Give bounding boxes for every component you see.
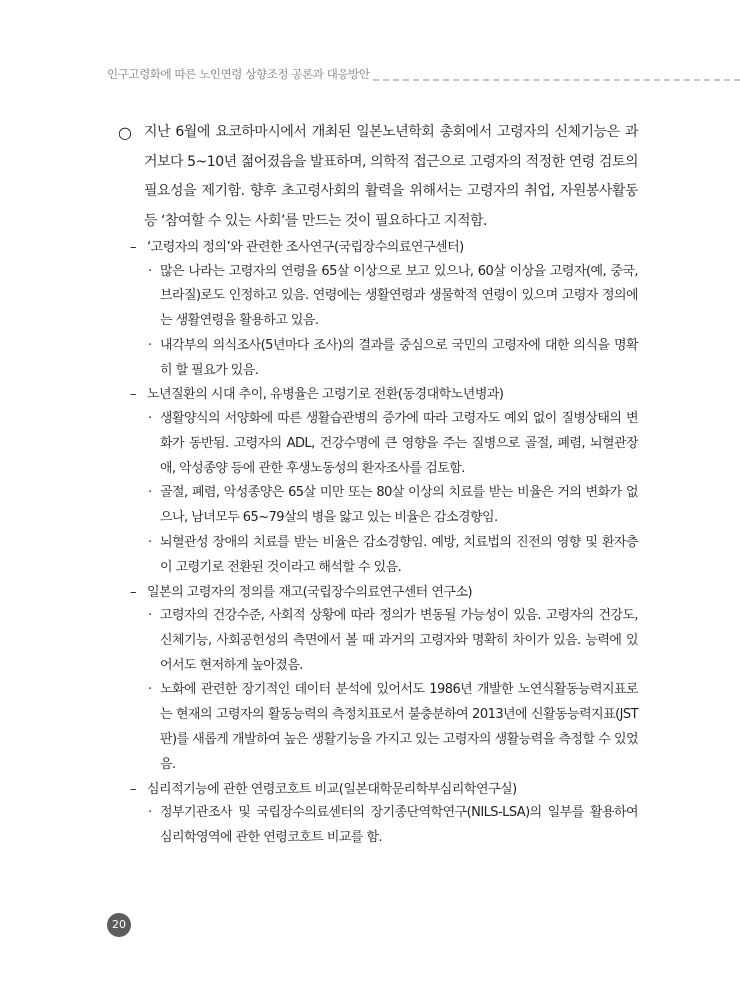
- section-heading: [118, 581, 638, 605]
- list-item: [118, 481, 638, 531]
- section-heading: [118, 236, 638, 260]
- dot-bullet-icon: ·: [148, 410, 152, 426]
- list-item-text: 내각부의 의식조사(5년마다 조사)의 결과를 중심으로 국민의 고령자에 대한 의식을 명확히 할 필요가 있음.: [160, 337, 638, 378]
- page-number-badge: 20: [107, 913, 131, 937]
- section-title: 심리적기능에 관한 연령코호트 비교(일본대학문리학부심리학연구실): [147, 781, 517, 797]
- section-heading: [118, 778, 638, 802]
- document-body: [118, 118, 638, 851]
- list-item: [118, 531, 638, 581]
- running-header-title: 인구고령화에 따른 노인연령 상향조정 공론과 대응방안: [107, 67, 370, 81]
- list-item: [118, 678, 638, 777]
- section-title: 일본의 고령자의 정의를 재고(국립장수의료연구센터 연구소): [147, 584, 473, 600]
- dash-bullet-icon: –: [130, 584, 136, 600]
- dot-bullet-icon: ·: [148, 805, 152, 821]
- dot-bullet-icon: ·: [148, 485, 152, 501]
- list-item: [118, 407, 638, 481]
- section-list: [118, 236, 638, 851]
- section-title: 노년질환의 시대 추이, 유병율은 고령기로 전환(동경대학노년병과): [147, 387, 504, 403]
- list-item-text: 뇌혈관성 장애의 치료를 받는 비율은 감소경향임. 예방, 치료법의 진전의 영향 및 환자층이 고령기로 전환된 것이라고 해석할 수 있음.: [160, 534, 638, 575]
- list-item-text: 정부기관조사 및 국립장수의료센터의 장기종단역학연구(NILS-LSA)의 일부를 활용하여 심리학영역에 관한 연령코호트 비교를 함.: [160, 805, 638, 845]
- list-item-text: 노화에 관련한 장기적인 데이터 분석에 있어서도 1986년 개발한 노연식활동능력지표로는 현재의 고령자의 활동능력의 측정치표로서 불충분하여 2013년에 신활동능력지표(JST판)를 새롭게 개발하여 높은 생활기능을 가지고 있는 고령자의 생활능력을 측정할 수 있었음.: [160, 682, 638, 772]
- dot-bullet-icon: ·: [148, 682, 152, 698]
- dot-bullet-icon: ·: [148, 608, 152, 624]
- list-item: [118, 260, 638, 334]
- list-item-text: 골절, 폐렴, 악성종양은 65살 미만 또는 80살 이상의 치료를 받는 비율은 거의 변화가 없으나, 남녀모두 65~79살의 병을 앓고 있는 비율은 감소경향임.: [160, 485, 638, 526]
- header-dashed-rule: [373, 79, 740, 81]
- list-item: [118, 604, 638, 678]
- list-item: [118, 801, 638, 851]
- list-item-text: 생활양식의 서양화에 따른 생활습관병의 증가에 따라 고령자도 예외 없이 질병상태의 변화가 동반됨. 고령자의 ADL, 건강수명에 큰 영향을 주는 질병으로 골절, 폐렴, 뇌혈관장애, 악성종양 등에 관한 후생노동성의 환자조사를 검토함.: [160, 410, 638, 476]
- dash-bullet-icon: –: [130, 387, 136, 403]
- dash-bullet-icon: –: [130, 240, 136, 255]
- dot-bullet-icon: ·: [148, 263, 152, 279]
- section-heading: [118, 383, 638, 407]
- intro-text: 지난 6월에 요코하마시에서 개최된 일본노년학회 총회에서 고령자의 신체기능은 과거보다 5~10년 젊어졌음을 발표하며, 의학적 접근으로 고령자의 적정한 연령 검토의 필요성을 제기함. 향후 초고령사회의 활력을 위해서는 고령자의 취업, 자원봉사활동 등 ‘참여할 수 있는 사회’를 만드는 것이 필요하다고 지적함.: [144, 124, 638, 229]
- dot-bullet-icon: ·: [148, 534, 152, 550]
- dash-bullet-icon: –: [130, 781, 136, 797]
- section-title: ‘고령자의 정의’와 관련한 조사연구(국립장수의료연구센터): [147, 240, 464, 255]
- list-item-text: 고령자의 건강수준, 사회적 상황에 따라 정의가 변동될 가능성이 있음. 고령자의 건강도, 신체기능, 사회공헌성의 측면에서 볼 때 과거의 고령자와 명확히 차이가 있음. 능력에 있어서도 현저하게 높아졌음.: [160, 608, 638, 673]
- list-item-text: 많은 나라는 고령자의 연령을 65살 이상으로 보고 있으나, 60살 이상을 고령자(예, 중국, 브라질)로도 인정하고 있음. 연령에는 생활연령과 생물학적 연령이 있으며 고령자 정의에는 생활연령을 활용하고 있음.: [160, 263, 638, 329]
- circle-bullet-icon: ○: [118, 123, 132, 142]
- running-header: [107, 66, 740, 86]
- list-item: [118, 334, 638, 384]
- dot-bullet-icon: ·: [148, 337, 152, 353]
- intro-paragraph: [118, 118, 638, 236]
